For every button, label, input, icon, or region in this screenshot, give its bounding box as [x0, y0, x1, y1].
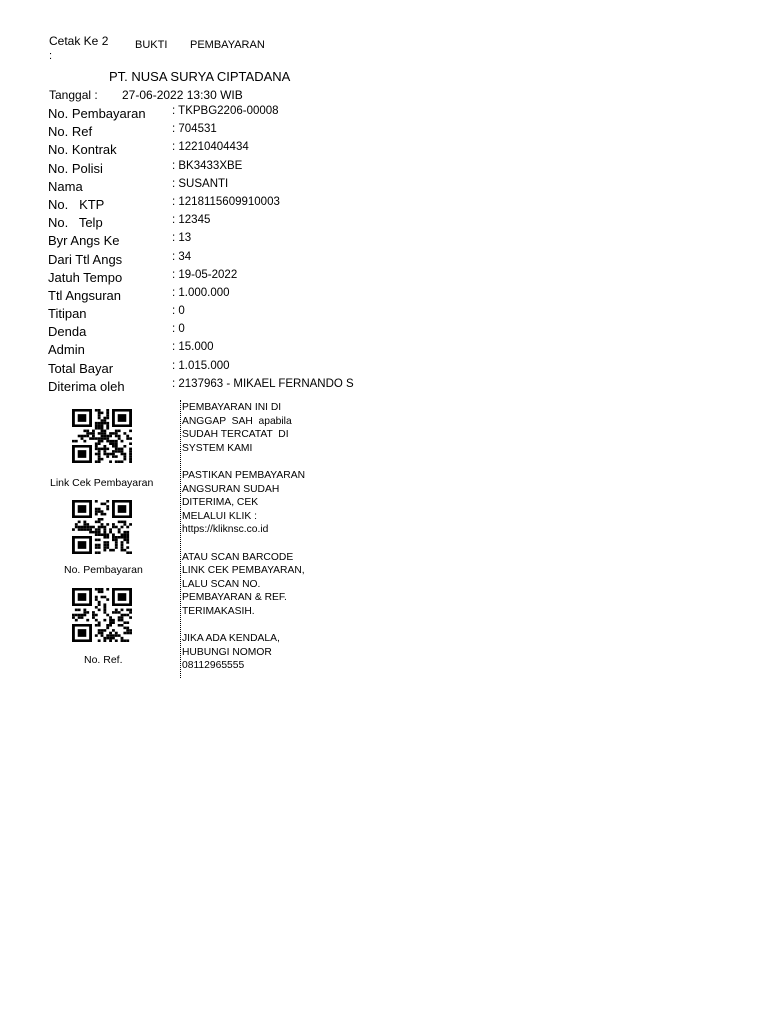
detail-label: Titipan [48, 306, 87, 322]
note-line: ANGSURAN SUDAH [182, 483, 280, 495]
detail-label: Ttl Angsuran [48, 287, 121, 303]
note-line: HUBUNGI NOMOR [182, 646, 272, 658]
detail-value: : 1.015.000 [172, 359, 230, 372]
note-line: DITERIMA, CEK [182, 497, 259, 509]
receipt-title-word-2: PEMBAYARAN [190, 39, 265, 51]
note-line: SYSTEM KAMI [182, 442, 253, 454]
detail-row [48, 251, 378, 269]
note-paragraph [182, 469, 305, 537]
note-line: LINK CEK PEMBAYARAN, [182, 565, 305, 577]
detail-value: : 1218115609910003 [172, 195, 280, 208]
detail-row [48, 305, 378, 323]
detail-value: : TKPBG2206-00008 [172, 105, 279, 117]
detail-label: Jatuh Tempo [48, 269, 123, 285]
detail-value: : 0 [172, 323, 185, 336]
detail-row [48, 360, 378, 378]
detail-row [48, 323, 378, 341]
detail-value: : SUSANTI [172, 177, 229, 190]
qr-code-icon[interactable] [72, 500, 132, 554]
note-line: PEMBAYARAN INI DI [182, 402, 282, 413]
qr-caption-payment-no: No. Pembayaran [64, 564, 143, 576]
detail-value: : 19-05-2022 [172, 268, 238, 281]
detail-value: : 12345 [172, 214, 211, 227]
detail-value: : BK3433XBE [172, 159, 243, 172]
detail-row [48, 378, 378, 396]
note-line: ANGGAP SAH apabila [182, 415, 292, 427]
note-line: JIKA ADA KENDALA, [182, 633, 280, 645]
receipt-title-word-1: BUKTI [135, 39, 168, 51]
detail-row [48, 123, 378, 141]
phone-number: 08112965555 [182, 660, 245, 672]
detail-row [48, 141, 378, 159]
print-count-colon: : [49, 50, 53, 62]
dotted-divider [180, 400, 181, 678]
detail-row [48, 178, 378, 196]
note-line: TERIMAKASIH. [182, 605, 255, 617]
note-line: PEMBAYARAN & REF. [182, 592, 287, 604]
website-link[interactable]: https://kliknsc.co.id [182, 524, 269, 536]
detail-value: : 12210404434 [172, 141, 249, 154]
detail-label: No. Ref [48, 124, 93, 140]
detail-row [48, 232, 378, 250]
print-count: Cetak Ke 2 [49, 34, 109, 48]
detail-value: : 2137963 - MIKAEL FERNANDO S [172, 377, 354, 390]
detail-label: No. KTP [48, 196, 105, 212]
detail-value: : 13 [172, 232, 192, 245]
detail-row [48, 105, 378, 123]
detail-label: No. Polisi [48, 160, 103, 176]
qr-code-icon[interactable] [72, 588, 132, 642]
note-paragraph [182, 551, 305, 619]
detail-row [48, 341, 378, 359]
note-line: ATAU SCAN BARCODE [182, 551, 294, 563]
detail-label: Dari Ttl Angs [48, 251, 123, 267]
detail-label: Nama [48, 178, 83, 194]
detail-label: Diterima oleh [48, 378, 125, 394]
date-label: Tanggal : [49, 88, 98, 102]
detail-row [48, 214, 378, 232]
detail-label: No. Pembayaran [48, 106, 146, 121]
company-name: PT. NUSA SURYA CIPTADANA [109, 69, 291, 84]
detail-label: Denda [48, 324, 87, 340]
note-line: PASTIKAN PEMBAYARAN [182, 469, 306, 481]
detail-row [48, 196, 378, 214]
detail-label: Total Bayar [48, 360, 114, 376]
detail-value: : 34 [172, 250, 192, 263]
detail-row [48, 269, 378, 287]
detail-label: No. Telp [48, 215, 103, 231]
detail-value: : 15.000 [172, 341, 214, 354]
note-paragraph [182, 632, 305, 673]
date-value: 27-06-2022 13:30 WIB [122, 88, 243, 102]
note-paragraph [182, 401, 305, 455]
qr-code-icon[interactable] [72, 409, 132, 463]
detail-label: Byr Angs Ke [48, 233, 120, 249]
detail-label: Admin [48, 342, 85, 358]
payment-notes [182, 401, 305, 686]
detail-row [48, 287, 378, 305]
note-line: MELALUI KLIK : [182, 510, 257, 522]
note-line: LALU SCAN NO. [182, 578, 261, 590]
qr-caption-link: Link Cek Pembayaran [50, 477, 154, 489]
detail-label: No. Kontrak [48, 142, 117, 158]
qr-caption-ref-no: No. Ref. [84, 654, 123, 666]
detail-row [48, 160, 378, 178]
detail-value: : 0 [172, 305, 185, 318]
detail-value: : 704531 [172, 123, 217, 136]
note-line: SUDAH TERCATAT DI [182, 429, 289, 441]
detail-value: : 1.000.000 [172, 286, 230, 299]
payment-details [48, 105, 378, 396]
